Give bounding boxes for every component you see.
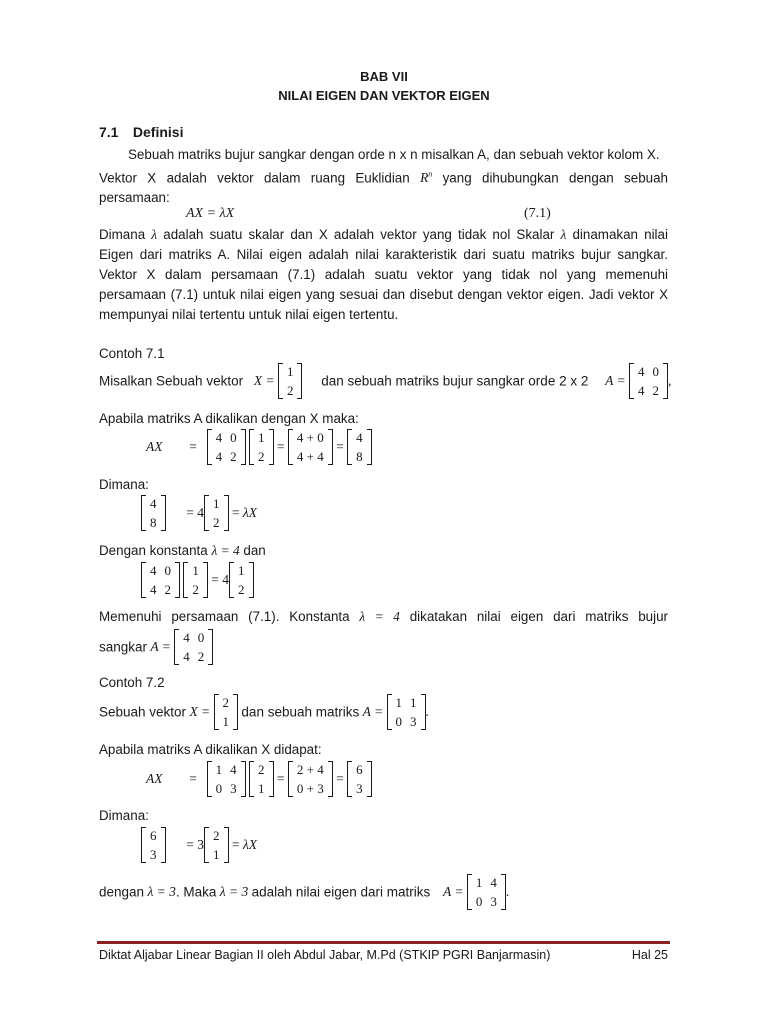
dan-text: dan (243, 543, 266, 558)
result-vector (141, 494, 166, 532)
a-equals: A = (362, 704, 384, 719)
result-vector (347, 760, 372, 798)
scalar-value: 3 (197, 837, 204, 852)
matrix-cell: 4 (230, 762, 237, 777)
matrix-cell: 0 (395, 714, 402, 729)
example-1-scalar-form (141, 494, 257, 532)
equals-sign: = (189, 439, 197, 454)
matrix-cell: 0 (475, 894, 483, 909)
matrix-cell: 0 (215, 781, 223, 796)
page-number: Hal 25 (631, 948, 668, 962)
matrix-a (141, 561, 180, 599)
matrix-cell: 2 (164, 582, 171, 597)
dengan-text: dengan (99, 884, 145, 900)
matrix-cell: 4 (183, 649, 190, 664)
definition-line-5: mempunyai nilai tertentu untuk nilai eigen tertentu. (99, 307, 399, 322)
matrix-cell: 1 (410, 695, 417, 710)
section-title: Definisi (132, 124, 184, 140)
equals-sign: = (276, 771, 285, 786)
matrix-cell: 1 (258, 781, 265, 796)
matrix-cell: 4 (356, 430, 363, 445)
matrix-cell: 4 + 0 (296, 430, 324, 445)
example-1-statement (99, 362, 671, 400)
matrix-cell: 8 (356, 449, 363, 464)
definition-line-4: persamaan (7.1) untuk nilai eigen yang sesuai dan disebut dengan vektor eigen. Jadi vektor X (99, 287, 668, 302)
matrix-a (387, 693, 426, 731)
example-1-sangkar (99, 628, 213, 666)
vector-x-matrix (278, 362, 303, 400)
dimana-word: Dimana (99, 227, 146, 242)
example-2-text-b: dan sebuah matriks (241, 704, 360, 720)
matrix-cell: 1 (258, 430, 265, 445)
example-1-multiplication (146, 428, 372, 466)
matrix-cell: 2 (258, 762, 265, 777)
scalar-value: 4 (222, 572, 229, 587)
lambda-equals: λ = 3 (219, 884, 249, 899)
definition-line-1-end: dinamakan nilai (572, 227, 668, 242)
matrix-a (629, 362, 668, 400)
equals-sign: = (336, 439, 344, 454)
ax-label: AX (146, 771, 163, 786)
matrix-cell: 2 (258, 449, 265, 464)
period: . (505, 884, 510, 899)
ax-label: AX (146, 439, 163, 454)
intro-line-2-end: yang dihubungkan dengan sebuah (442, 170, 668, 186)
matrix-cell: 4 (150, 563, 157, 578)
a-equals: A = (150, 639, 171, 654)
lambda-equals: λ = 4 (211, 543, 240, 558)
definition-line-1-mid: adalah suatu skalar dan X adalah vektor yang tidak nol Skalar (163, 227, 555, 242)
intro-line-3: persamaan: (99, 190, 170, 206)
example-2-conclusion (99, 873, 509, 911)
matrix-cell: 4 (150, 582, 157, 597)
vector-x-matrix (204, 494, 229, 532)
matrix-cell: 3 (230, 781, 237, 796)
matrix-cell: 2 (230, 449, 237, 464)
matrix-cell: 1 (215, 762, 223, 777)
matrix-cell: 4 (637, 383, 645, 398)
rn-base: R (420, 170, 429, 186)
matrix-cell: 1 (222, 714, 230, 729)
equals-sign: = (336, 771, 344, 786)
equals-sign: = (276, 439, 285, 454)
matrix-cell: 2 (213, 515, 220, 530)
example-2-dimana: Dimana: (99, 808, 149, 823)
sum-matrix (288, 760, 333, 798)
intro-paragraph (99, 145, 668, 208)
intro-line-2 (99, 165, 668, 188)
definition-line-1 (99, 225, 668, 245)
matrix-cell: 0 (652, 364, 659, 379)
example-2-text-a: Sebuah vektor (99, 704, 187, 720)
matrix-cell: 1 (475, 875, 483, 890)
example-2-multiplication (146, 760, 372, 798)
equals-sign: = (186, 837, 194, 852)
rn-superscript: n (428, 170, 433, 179)
x-equals: X = (253, 373, 275, 388)
matrix-cell: 6 (356, 762, 363, 777)
lambda-equals: λ = 4 (359, 609, 400, 624)
matrix-cell: 1 (286, 364, 294, 379)
matrix-cell: 4 (150, 496, 157, 511)
equation-label: (7.1) (524, 206, 551, 221)
result-vector (347, 428, 372, 466)
matrix-cell: 2 (238, 582, 245, 597)
memenuhi-text: Memenuhi persamaan (7.1). Konstanta (99, 609, 350, 624)
matrix-cell: 3 (490, 894, 497, 909)
vector-x-matrix (249, 760, 274, 798)
matrix-cell: 4 (637, 364, 645, 379)
vector-x-matrix (249, 428, 274, 466)
example-1-mult-text: Apabila matriks A dikalikan dengan X maka: (99, 411, 359, 426)
example-2-mult-text: Apabila matriks A dikalikan X didapat: (99, 742, 322, 757)
definition-line-3: Vektor X dalam persamaan (7.1) adalah suatu vektor yang tidak nol yang memenuhi (99, 267, 668, 282)
matrix-cell: 2 (222, 695, 230, 710)
equals-sign: = (211, 572, 219, 587)
matrix-cell: 1 (213, 496, 220, 511)
equation-7-1: AX = λX (186, 206, 235, 221)
chapter-title: NILAI EIGEN DAN VEKTOR EIGEN (278, 88, 490, 103)
vector-x-matrix (214, 693, 239, 731)
lambda-x: λX (242, 505, 257, 520)
example-1-text-a: Misalkan Sebuah vektor (99, 373, 244, 389)
matrix-cell: 8 (150, 515, 157, 530)
matrix-cell: 2 (197, 649, 205, 664)
vector-x-matrix (229, 561, 254, 599)
example-1-title: Contoh 7.1 (99, 346, 165, 361)
sum-matrix (288, 428, 333, 466)
example-1-text-b: dan sebuah matriks bujur sangkar orde 2 x 2 (321, 373, 589, 389)
conclusion-line (99, 607, 668, 627)
lambda-symbol: λ (151, 227, 158, 242)
scalar-value: 4 (197, 505, 204, 520)
matrix-cell: 1 (238, 563, 245, 578)
definition-paragraph (99, 225, 668, 325)
result-vector (141, 826, 166, 864)
matrix-cell: 0 + 3 (296, 781, 324, 796)
period: . (425, 704, 429, 719)
matrix-a (467, 873, 506, 911)
matrix-cell: 3 (410, 714, 417, 729)
matrix-a (174, 628, 213, 666)
equals-sign: = (231, 837, 240, 852)
matrix-cell: 3 (150, 847, 157, 862)
example-1-dimana: Dimana: (99, 477, 149, 492)
matrix-cell: 2 (652, 383, 659, 398)
intro-line-1: Sebuah matriks bujur sangkar dengan orde n x n misalkan A, dan sebuah vektor kolom X. (128, 147, 660, 162)
example-2-scalar-form (141, 826, 257, 864)
matrix-cell: 1 (213, 847, 220, 862)
konstanta-text: Dengan konstanta (99, 543, 208, 558)
vector-x-matrix (183, 561, 208, 599)
footer-divider (97, 941, 670, 944)
matrix-cell: 4 (215, 449, 223, 464)
example-1-konstanta (99, 543, 266, 559)
matrix-cell: 6 (150, 828, 157, 843)
matrix-cell: 2 (286, 383, 294, 398)
example-2-statement (99, 693, 429, 731)
matrix-cell: 4 (183, 630, 190, 645)
x-equals: X = (189, 704, 211, 719)
comma: , (667, 373, 672, 388)
memenuhi-text-end: dikatakan nilai eigen dari matriks bujur (409, 609, 669, 624)
matrix-a (207, 760, 246, 798)
example-1-verification (141, 561, 254, 599)
equals-sign: = (186, 505, 194, 520)
matrix-cell: 1 (192, 563, 199, 578)
lambda-equals: λ = 3 (147, 884, 176, 899)
matrix-cell: 2 (213, 828, 220, 843)
intro-line-2-start: Vektor X adalah vektor dalam ruang Euklidian (99, 170, 410, 186)
matrix-cell: 3 (356, 781, 363, 796)
equals-sign: = (231, 505, 240, 520)
a-equals: A = (605, 373, 626, 388)
definition-line-2: Eigen dari matriks A. Nilai eigen adalah nilai karakteristik dari suatu matriks bujur sangkar. (99, 247, 668, 262)
sangkar-text: sangkar (99, 639, 148, 655)
matrix-cell: 0 (230, 430, 237, 445)
equals-sign: = (189, 771, 197, 786)
section-heading (99, 124, 183, 140)
matrix-a (207, 428, 246, 466)
matrix-cell: 0 (197, 630, 205, 645)
matrix-cell: 0 (164, 563, 171, 578)
matrix-cell: 4 (490, 875, 497, 890)
chapter-heading: BAB VII (360, 69, 408, 84)
example-2-title: Contoh 7.2 (99, 675, 165, 690)
matrix-cell: 2 (192, 582, 199, 597)
footer-citation: Diktat Aljabar Linear Bagian II oleh Abdul Jabar, M.Pd (STKIP PGRI Banjarmasin) (99, 948, 551, 962)
matrix-cell: 1 (395, 695, 402, 710)
a-equals: A = (443, 884, 464, 899)
lambda-symbol: λ (560, 227, 567, 242)
matrix-cell: 4 (215, 430, 223, 445)
eigen-text: adalah nilai eigen dari matriks (251, 884, 431, 900)
vector-x-matrix (204, 826, 229, 864)
lambda-x: λX (242, 837, 257, 852)
matrix-cell: 4 + 4 (296, 449, 324, 464)
example-1-conclusion (99, 607, 668, 627)
matrix-cell: 2 + 4 (296, 762, 324, 777)
maka-text: . Maka (175, 884, 217, 900)
rn-symbol (420, 170, 432, 185)
section-number: 7.1 (99, 124, 119, 140)
